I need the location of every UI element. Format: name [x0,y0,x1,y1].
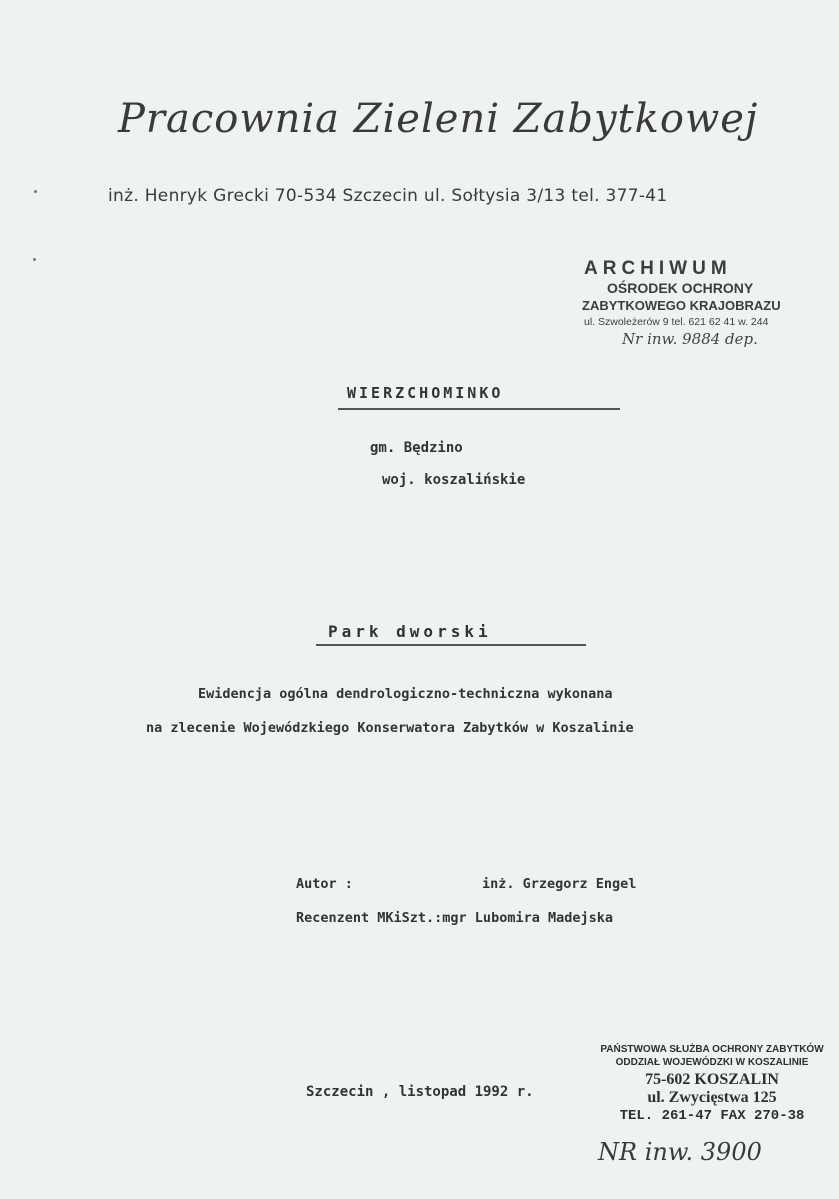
location-name: WIERZCHOMINKO [347,384,504,402]
document-title: Park dworski [328,622,492,641]
margin-speck [33,258,36,261]
location-voivodeship: woj. koszalińskie [382,472,526,488]
location-commune: gm. Będzino [370,440,463,456]
letterhead-studio-name: Pracownia Zieleni Zabytkowej [118,96,759,142]
office-stamp [596,1044,828,1124]
handwritten-inventory-number: Nr inw. 9884 dep. [622,330,758,348]
author-label: Autor : [296,876,353,892]
office-stamp-line2: ODDZIAŁ WOJEWÓDZKI W KOSZALINIE [615,1057,809,1068]
office-stamp-line4: ul. Zwycięstwa 125 [647,1089,777,1106]
archive-stamp-title: ARCHIWUM [584,258,732,279]
handwritten-registry-number: NR inw. 3900 [598,1138,762,1166]
document-description-line2: na zlecenie Wojewódzkiego Konserwatora Zabytków w Koszalinie [146,720,634,736]
archive-stamp-line3: ul. Szwoleżerów 9 tel. 621 62 41 w. 244 [584,316,769,328]
archive-stamp-line2: ZABYTKOWEGO KRAJOBRAZU [582,298,781,313]
office-stamp-line5: TEL. 261-47 FAX 270-38 [619,1108,805,1124]
office-stamp-line1: PAŃSTWOWA SŁUŻBA OCHRONY ZABYTKÓW [600,1044,824,1055]
location-underline [338,408,620,410]
author-name: inż. Grzegorz Engel [482,876,637,892]
margin-speck [34,190,37,193]
archive-stamp-line1: OŚRODEK OCHRONY [607,280,754,296]
place-and-date: Szczecin , listopad 1992 r. [306,1084,534,1100]
letterhead-address: inż. Henryk Grecki 70-534 Szczecin ul. Sołtysia 3/13 tel. 377-41 [108,186,668,206]
office-stamp-line3: 75-602 KOSZALIN [645,1071,779,1088]
reviewer-line: Recenzent MKiSzt.:mgr Lubomira Madejska [296,910,613,926]
document-description-line1: Ewidencja ogólna dendrologiczno-techniczna wykonana [198,686,613,702]
document-title-underline [316,644,586,646]
